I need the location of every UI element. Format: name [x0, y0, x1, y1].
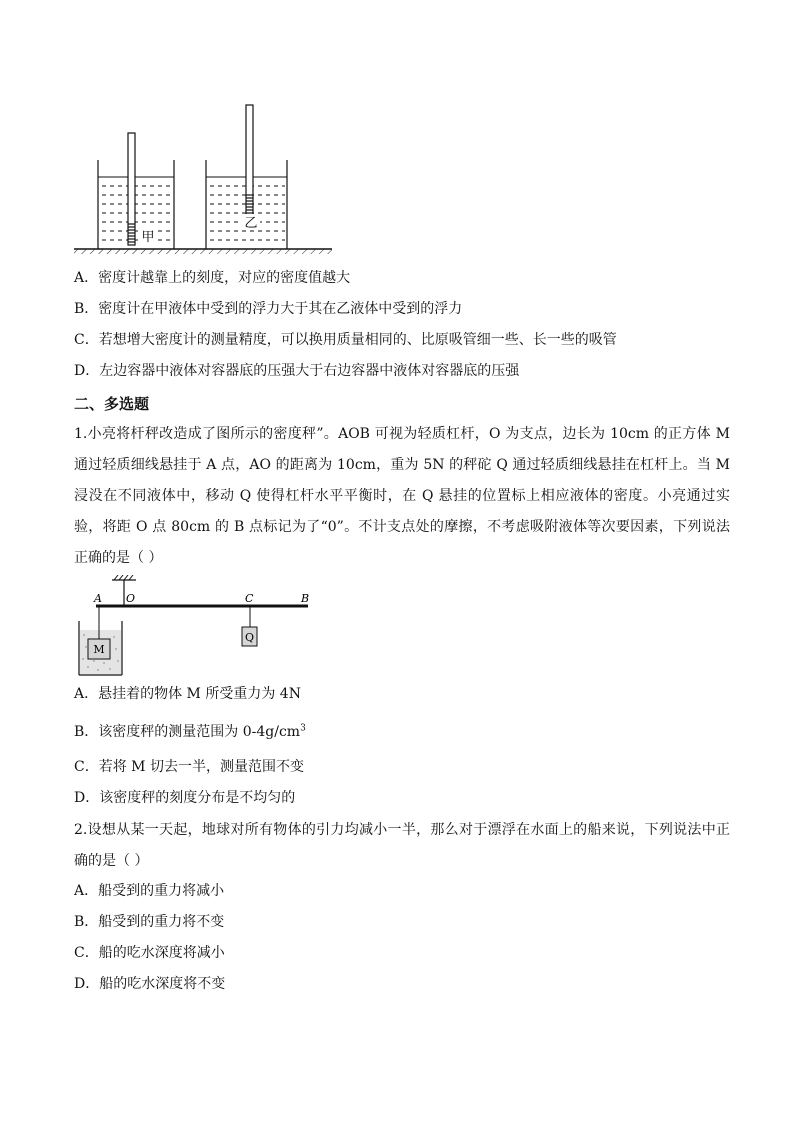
q2-option-d: D．船的吃水深度将不变 [74, 976, 226, 992]
ground-hatch [74, 249, 332, 254]
q1-option-b-text: B．该密度秤的测量范围为 0-4g/cm [74, 724, 301, 740]
right-container [206, 105, 287, 249]
question-1-stem: 1.小亮将杆秤改造成了图所示的密度秤”。AOB 可视为轻质杠杆，O 为支点，边长为 10cm 的正方体 M 通过轻质细线悬挂于 A 点，AO 的距离为 10cm，重为 5N 的秤砣 Q 通过轻质细线悬挂在杠杆上。当 M 浸没在不同液体中，移动 Q 使得杠杆水平平衡时，在 Q 悬挂的位置标上相应液体的密度。小亮通过实验，将距 O 点 80cm 的 B 点标记为了“0”。不计支点处的摩擦，不考虑吸附液体等次要因素，下列说法正确的是（ ） [74, 426, 730, 566]
option-d: D．左边容器中液体对容器底的压强大于右边容器中液体对容器底的压强 [74, 363, 520, 379]
density-meter-figure [74, 100, 336, 255]
option-a: A．密度计越靠上的刻度，对应的密度值越大 [74, 270, 351, 286]
left-container [98, 133, 174, 249]
section-heading: 二、多选题 [74, 395, 150, 413]
point-a-label: A [94, 592, 102, 605]
lever-scale-figure [74, 575, 324, 680]
q2-option-c: C．船的吃水深度将减小 [74, 945, 225, 961]
q1-option-a: A．悬挂着的物体 M 所受重力为 4N [74, 686, 301, 702]
label-yi: 乙 [244, 216, 258, 231]
q1-option-d: D．该密度秤的刻度分布是不均匀的 [74, 790, 296, 806]
point-o-label: O [126, 592, 136, 605]
question-2-stem: 2.设想从某一天起，地球对所有物体的引力均减小一半，那么对于漂浮在水面上的船来说，下列说法中正确的是（ ） [74, 822, 730, 869]
q1-option-c: C．若将 M 切去一半，测量范围不变 [74, 759, 304, 775]
density-meter-left [128, 133, 135, 245]
density-meter-right [246, 105, 253, 216]
point-b-label: B [301, 592, 310, 605]
weight-q-label: Q [244, 631, 255, 644]
block-m-label: M [93, 643, 105, 656]
q2-option-a: A．船受到的重力将减小 [74, 883, 225, 899]
q2-option-b: B．船受到的重力将不变 [74, 914, 225, 930]
option-b: B．密度计在甲液体中受到的浮力大于其在乙液体中受到的浮力 [74, 301, 463, 317]
q1-option-b-sup: 3 [300, 723, 306, 734]
option-c: C．若想增大密度计的测量精度，可以换用质量相同的、比原吸管细一些、长一些的吸管 [74, 332, 617, 348]
point-c-label: C [245, 592, 254, 605]
q1-option-b [74, 722, 306, 742]
label-jia: 甲 [141, 230, 155, 245]
